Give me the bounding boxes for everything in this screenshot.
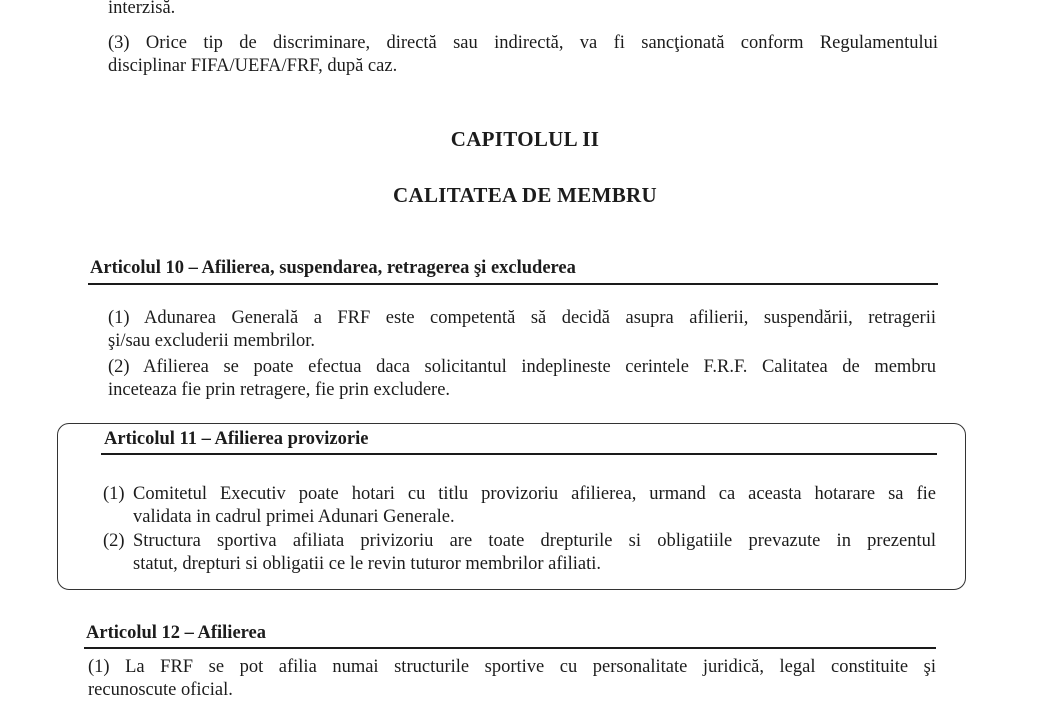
article-10-p2-line2: inceteaza fie prin retragere, fie prin excludere. — [108, 380, 451, 400]
article-10-p1-line2: şi/sau excluderii membrilor. — [108, 331, 316, 351]
article-12-title: Articolul 12 – Afilierea — [86, 623, 266, 643]
intro-para3-line2: disciplinar FIFA/UEFA/FRF, după caz. — [108, 56, 398, 76]
chapter-number: CAPITOLUL II — [450, 127, 600, 151]
article-12-rule — [84, 647, 936, 649]
article-10-p1-line1: (1) Adunarea Generală a FRF este competentă să decidă asupra afilierii, suspendării, retragerii — [108, 308, 936, 328]
chapter-title: CALITATEA DE MEMBRU — [393, 183, 657, 207]
article-11-title: Articolul 11 – Afilierea provizorie — [104, 429, 369, 449]
article-11-p1-line1: Comitetul Executiv poate hotari cu titlu provizoriu afilierea, urmand ca aceasta hotarare sa fie — [133, 484, 936, 504]
intro-line-cut: interzisă. — [108, 0, 176, 18]
article-11-rule — [101, 453, 937, 455]
article-11-p1-num: (1) — [103, 484, 125, 504]
article-11-p1-line2: validata in cadrul primei Adunari Generale. — [133, 507, 455, 527]
article-11-p2-line2: statut, drepturi si obligatii ce le revin tuturor membrilor afiliati. — [133, 554, 602, 574]
article-10-title: Articolul 10 – Afilierea, suspendarea, retragerea şi excluderea — [90, 258, 576, 278]
article-12-p1-line2: recunoscute oficial. — [88, 680, 233, 700]
article-10-rule — [88, 283, 938, 285]
article-11-p2-num: (2) — [103, 531, 125, 551]
intro-para3-line1: (3) Orice tip de discriminare, directă sau indirectă, va fi sancţionată conform Regulamentului — [108, 33, 938, 53]
article-10-p2-line1: (2) Afilierea se poate efectua daca solicitantul indeplineste cerintele F.R.F. Calitatea de membru — [108, 357, 936, 377]
article-11-p2-line1: Structura sportiva afiliata privizoriu are toate drepturile si obligatiile prevazute in prezentul — [133, 531, 936, 551]
article-12-p1-line1: (1) La FRF se pot afilia numai structurile sportive cu personalitate juridică, legal constituite şi — [88, 657, 936, 677]
